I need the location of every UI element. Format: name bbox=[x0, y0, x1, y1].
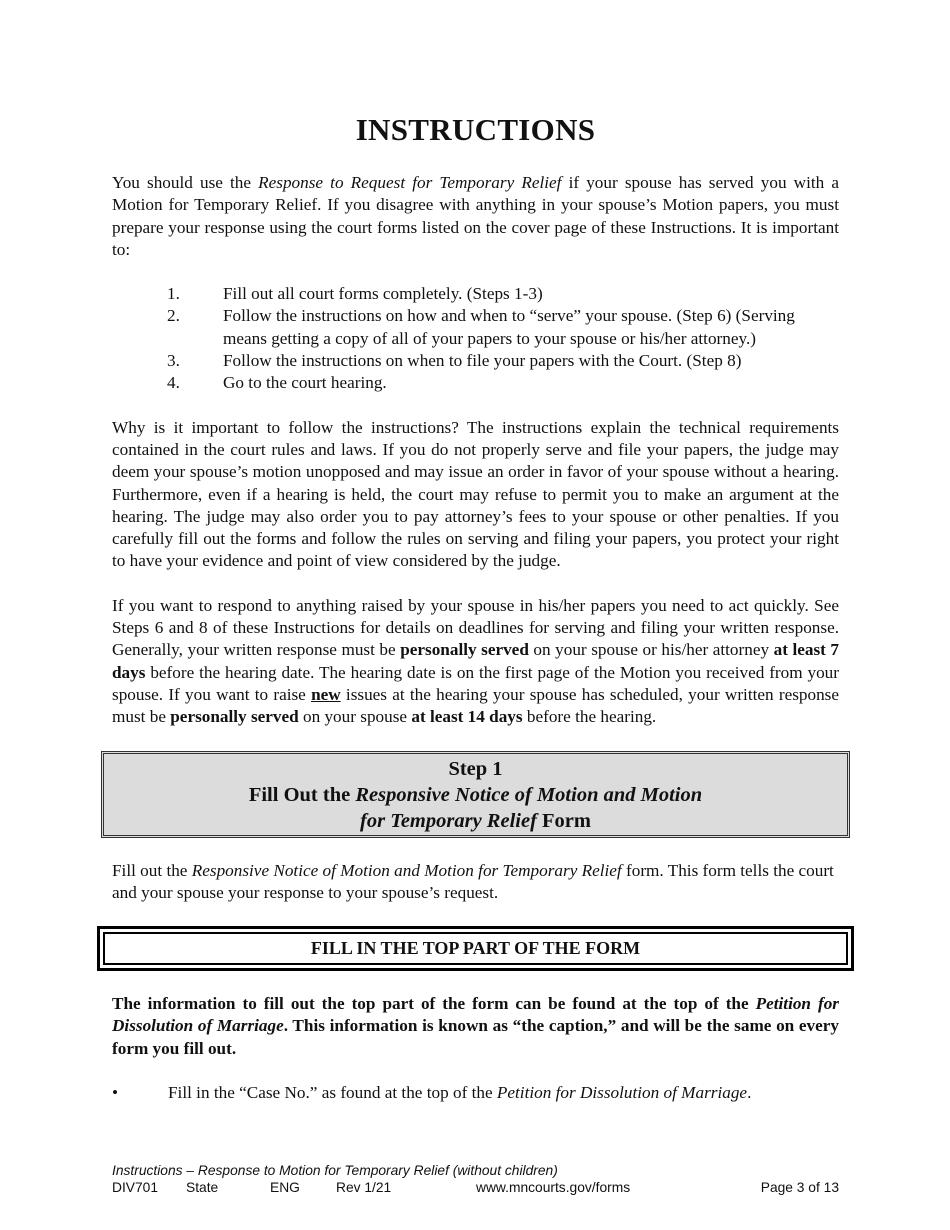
fillout-text: form. This form tells the court and your spouse your response to your spouse’s request. bbox=[112, 860, 834, 902]
list-text: Follow the instructions on how and when to “serve” your spouse. (Step 6) (Serving means getting a copy of all of your papers to your spouse or his/her attorney.) bbox=[223, 306, 795, 348]
fillout-text: Fill out the bbox=[112, 860, 192, 880]
page-footer bbox=[112, 1162, 839, 1196]
step-1-title-line-2 bbox=[104, 808, 847, 834]
caption-info-paragraph bbox=[112, 993, 839, 1060]
caption-info-text: . This information is known as “the caption,” and will be the same on every form you fill out. bbox=[112, 1016, 840, 1058]
respond-text: on your spouse bbox=[298, 707, 412, 727]
footer-website-link[interactable]: www.mncourts.gov/forms bbox=[476, 1180, 631, 1195]
step-1-title-text: Fill Out the bbox=[248, 783, 356, 806]
page-title: INSTRUCTIONS bbox=[355, 112, 596, 147]
list-item bbox=[112, 1082, 839, 1104]
respond-text: before the hearing date. The hearing date is on the first page of the Motion you received from your spouse. If you want to raise bbox=[112, 662, 839, 704]
list-item bbox=[112, 283, 839, 305]
list-number: 3. bbox=[167, 351, 180, 371]
bullet-form-name: Petition for Dissolution of Marriage bbox=[496, 1083, 748, 1103]
footer-language: ENG bbox=[270, 1180, 300, 1195]
respond-bold: at least 7 days bbox=[112, 640, 840, 682]
list-item bbox=[112, 372, 839, 394]
bullet-list bbox=[112, 1082, 839, 1104]
list-item bbox=[112, 305, 839, 350]
top-part-header-box bbox=[97, 926, 854, 971]
step-1-heading: Step 1 bbox=[448, 757, 503, 780]
important-steps-list bbox=[112, 283, 839, 394]
why-paragraph: Why is it important to follow the instructions? The instructions explain the technical requirements contained in the court rules and laws. If you do not properly serve and file your papers, the judge may deem your spouse’s motion unopposed and may issue an order in favor of your spouse without a hearing. Furthermore, even if a hearing is held, the court may refuse to permit you to make an argument at the hearing. The judge may also order you to pay attorney’s fees to your spouse or other penalties. If you carefully fill out the forms and follow the rules on serving and filing your papers, you protect your right to have your evidence and point of view considered by the judge. bbox=[112, 417, 839, 571]
top-part-heading: FILL IN THE TOP PART OF THE FORM bbox=[103, 932, 848, 965]
step-1-title-line-1 bbox=[104, 782, 847, 808]
respond-text: before the hearing. bbox=[522, 707, 657, 727]
respond-text: issues at the hearing your spouse has scheduled, your written response must be bbox=[112, 684, 839, 727]
respond-paragraph bbox=[112, 595, 839, 729]
respond-bold: at least 14 days bbox=[411, 707, 523, 727]
footer-doc-title-text: Instructions – Response to Motion for Temporary Relief (without children) bbox=[112, 1163, 558, 1178]
footer-page-number: Page 3 of 13 bbox=[760, 1180, 839, 1195]
footer-form-id: DIV701 bbox=[112, 1180, 159, 1195]
list-text: Fill out all court forms completely. (Steps 1-3) bbox=[223, 284, 543, 304]
fillout-paragraph bbox=[112, 860, 839, 905]
step-1-form-name: for Temporary Relief bbox=[360, 809, 537, 832]
footer-jurisdiction: State bbox=[186, 1180, 219, 1195]
list-item bbox=[112, 350, 839, 372]
caption-info-form-name: Petition for Dissolution of Marriage bbox=[112, 994, 839, 1036]
intro-form-name: Response to Request for Temporary Relief bbox=[258, 173, 562, 192]
step-1-form-name: Responsive Notice of Motion and Motion bbox=[355, 783, 703, 806]
intro-text-2: if your spouse has served you with a Motion for Temporary Relief. If you disagree with anything in your spouse’s Motion papers, you must prepare your response using the court forms listed on the cover page of these Instructions. It is important to: bbox=[112, 173, 839, 259]
bullet-text: Fill in the “Case No.” as found at the top of the bbox=[168, 1083, 497, 1103]
step-1-header-box bbox=[101, 751, 850, 838]
footer-meta-line bbox=[112, 1179, 839, 1196]
respond-text: If you want to respond to anything raised by your spouse in his/her papers you need to act quickly. See Steps 6 and 8 of these Instructions for details on deadlines for serving and filing your written response. Generally, your written response must be bbox=[112, 595, 839, 660]
bullet-text: . bbox=[747, 1083, 752, 1103]
list-number: 2. bbox=[167, 306, 180, 326]
caption-info-text: The information to fill out the top part of the form can be found at the top of the bbox=[112, 994, 756, 1014]
respond-bold-underline: new bbox=[311, 684, 341, 704]
respond-text: on your spouse or his/her attorney bbox=[528, 640, 774, 660]
list-number: 4. bbox=[167, 373, 180, 393]
list-text: Go to the court hearing. bbox=[223, 373, 387, 393]
fillout-form-name: Responsive Notice of Motion and Motion for Temporary Relief bbox=[191, 860, 622, 880]
list-text: Follow the instructions on when to file your papers with the Court. (Step 8) bbox=[223, 351, 742, 371]
footer-doc-title bbox=[112, 1162, 839, 1179]
respond-bold: personally served bbox=[170, 707, 299, 727]
bullet-icon: • bbox=[112, 1083, 119, 1103]
intro-text-1: You should use the bbox=[112, 173, 259, 192]
step-1-title-text: Form bbox=[536, 809, 591, 832]
respond-bold: personally served bbox=[400, 640, 529, 660]
page-content bbox=[112, 110, 839, 1104]
list-number: 1. bbox=[167, 284, 180, 304]
intro-paragraph bbox=[112, 172, 839, 261]
footer-revision: Rev 1/21 bbox=[336, 1180, 392, 1195]
